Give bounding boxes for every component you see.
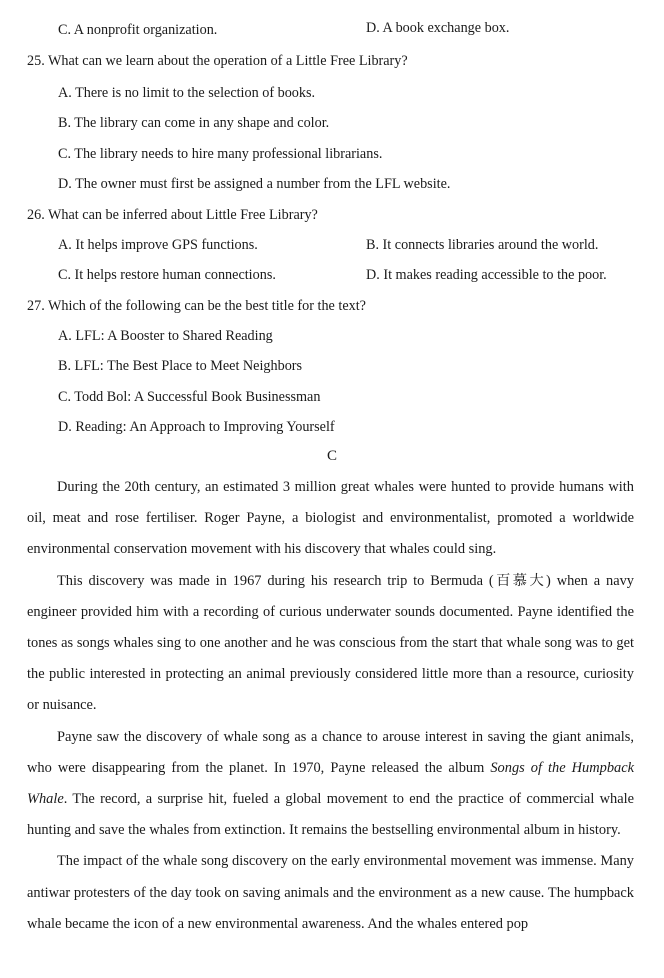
reading-passage (27, 472, 634, 940)
option-25-a: A. There is no limit to the selection of books. (58, 85, 316, 101)
option-27-d: D. Reading: An Approach to Improving Yourself (58, 419, 335, 435)
question-25-stem: 25. What can we learn about the operation of a Little Free Library? (27, 53, 408, 69)
paragraph-3-text-end: . The record, a surprise hit, fueled a global movement to end the practice of commercial whale hunting and save the whales from extinction. It remains the bestselling environmental album in history. (27, 791, 634, 839)
question-27-stem: 27. Which of the following can be the best title for the text? (27, 298, 366, 314)
option-26-a: A. It helps improve GPS functions. (58, 237, 258, 253)
option-25-d: D. The owner must first be assigned a number from the LFL website. (58, 176, 451, 192)
option-27-b: B. LFL: The Best Place to Meet Neighbors (58, 358, 303, 374)
option-27-a: A. LFL: A Booster to Shared Reading (58, 328, 273, 344)
passage-paragraph-4: The impact of the whale song discovery on the early environmental movement was immense. Many antiwar protesters of the day took on saving animals and the environment as a new cause. The humpback whale became the icon of a new environmental awareness. And the whales entered pop (27, 853, 634, 932)
option-26-d: D. It makes reading accessible to the poor. (366, 267, 607, 283)
passage-paragraph-1: During the 20th century, an estimated 3 million great whales were hunted to provide humans with oil, meat and rose fertiliser. Roger Payne, a biologist and environmentalist, promoted a worldwide environmental conservation movement with his discovery that whales could sing. (27, 479, 634, 558)
option-24-c: C. A nonprofit organization. (58, 22, 218, 38)
option-26-c: C. It helps restore human connections. (58, 267, 276, 283)
option-24-d: D. A book exchange box. (366, 20, 510, 36)
album-title: Songs of the Humpback Whale (27, 759, 634, 808)
question-26-stem: 26. What can be inferred about Little Free Library? (27, 207, 318, 223)
option-25-c: C. The library needs to hire many professional librarians. (58, 146, 383, 162)
option-26-b: B. It connects libraries around the world. (366, 237, 599, 253)
passage-paragraph-3 (27, 722, 634, 847)
passage-paragraph-2: This discovery was made in 1967 during his research trip to Bermuda (百慕大) when a navy engineer provided him with a recording of curious underwater sounds documented. Payne identified the tones as songs whales sing to one another and he was conscious from the start that whale song was to get the public interested in protecting an animal previously considered little more than a resource, curiosity or nuisance. (27, 572, 634, 714)
paragraph-3-text-start: Payne saw the discovery of whale song as a chance to arouse interest in saving the giant animals, who were disappearing from the planet. In 1970, Payne released the album (27, 728, 634, 776)
section-heading: C (326, 448, 337, 464)
option-27-c: C. Todd Bol: A Successful Book Businessman (58, 389, 321, 405)
option-25-b: B. The library can come in any shape and color. (58, 115, 330, 131)
